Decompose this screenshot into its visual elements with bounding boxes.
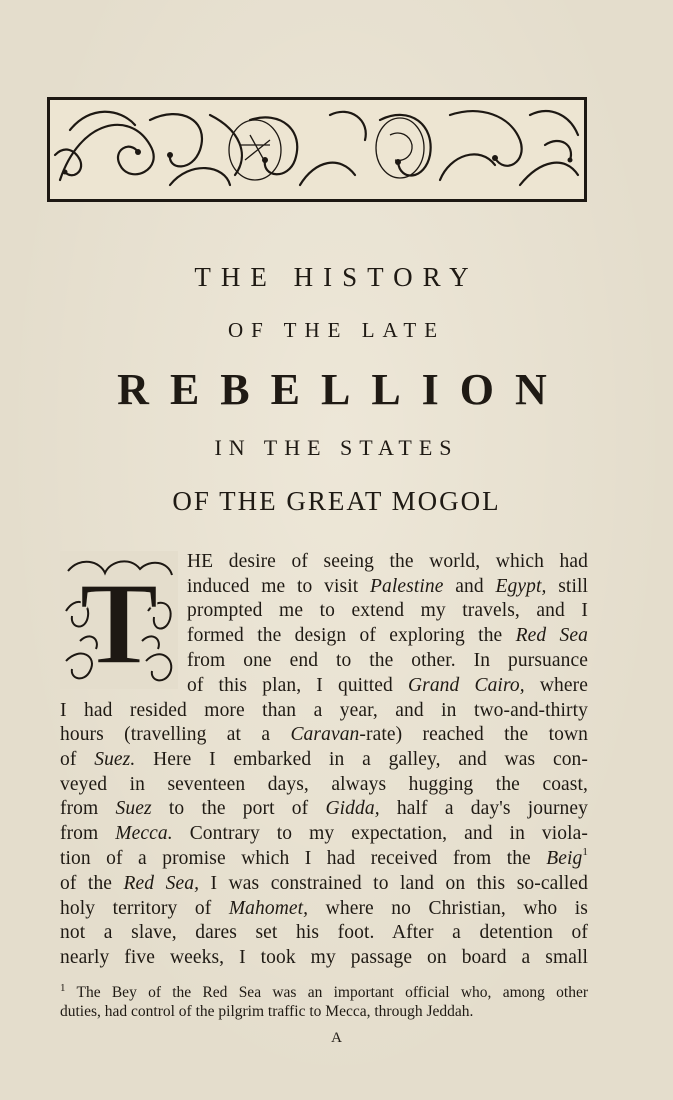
text-line-5: from one end to the other. In pursuance (187, 650, 588, 671)
text-line-12: from Mecca. Contrary to my expectation, and in viola- (60, 823, 588, 844)
footnote-line-1: $^1$ The Bey of the Red Sea was an important official who, among other (60, 982, 588, 1001)
text-line-1: HE desire of seeing the world, which had (187, 551, 588, 572)
drop-cap-ornament-icon (60, 551, 178, 689)
text-line-2: induced me to visit Palestine and Egypt, still (187, 576, 589, 597)
title-line-history: THE HISTORY (194, 262, 479, 292)
drop-cap-letter: T (79, 558, 159, 689)
headpiece-ornament-icon (50, 100, 584, 199)
text-line-8: hours (travelling at a Caravan-rate) reached the town (60, 724, 589, 745)
title-line-of-the-late: OF THE LATE (227, 318, 446, 342)
text-line-13: tion of a promise which I had received from the Beig$^1$ (60, 846, 588, 869)
text-line-11: from Suez to the port of Gidda, half a day's journey (60, 798, 589, 819)
text-line-7: I had resided more than a year, and in two-and-thirty (60, 700, 588, 721)
footnote-marker: 1 (60, 982, 66, 994)
text-line-4: formed the design of exploring the Red Sea (187, 625, 588, 646)
footnote-line-2: duties, had control of the pilgrim traffic to Mecca, through Jeddah. (60, 1003, 474, 1020)
text-line-15: holy territory of Mahomet, where no Christian, who is (60, 898, 588, 919)
title-line-in-the-states: IN THE STATES (214, 435, 459, 460)
drop-cap (60, 551, 178, 689)
text-line-10: veyed in seventeen days, always hugging the coast, (60, 774, 588, 795)
ornamental-headpiece (47, 97, 587, 202)
footnote-reference: 1 (582, 846, 588, 858)
text-line-16: not a slave, dares set his foot. After a detention of (60, 922, 588, 943)
title-line-great-mogol: OF THE GREAT MOGOL (172, 486, 501, 516)
text-line-6: of this plan, I quitted Grand Cairo, where (187, 675, 588, 696)
text-line-17: nearly five weeks, I took my passage on board a small (60, 947, 588, 968)
text-line-14: of the Red Sea, I was constrained to land on this so-called (60, 873, 588, 894)
text-line-9: of Suez. Here I embarked in a galley, and was con- (60, 749, 588, 770)
text-line-3: prompted me to extend my travels, and I (187, 600, 588, 621)
signature-mark: A (331, 1030, 342, 1046)
title-line-rebellion: REBELLION (117, 365, 568, 414)
